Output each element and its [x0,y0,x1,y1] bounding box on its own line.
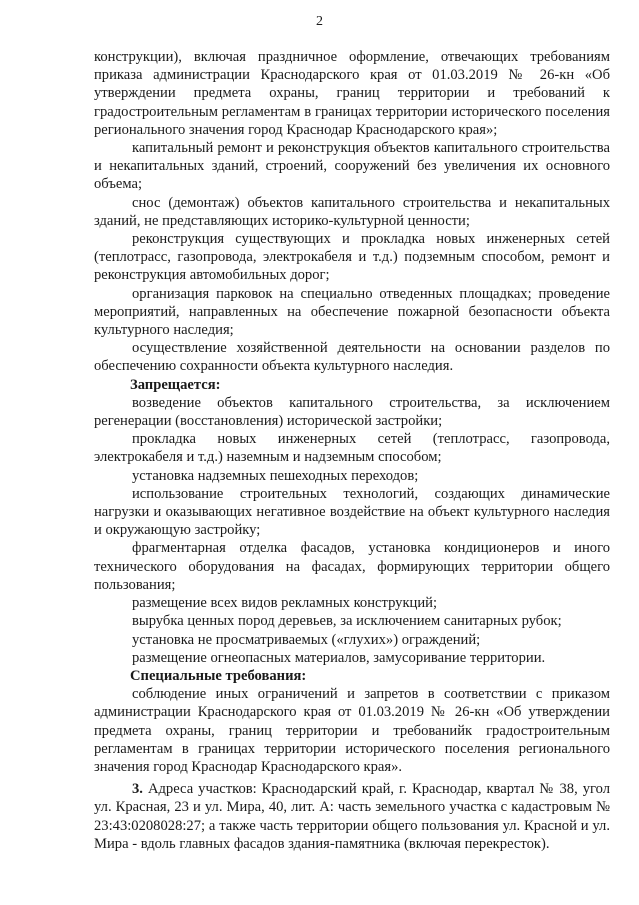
document-body [94,48,610,853]
paragraph-item: снос (демонтаж) объектов капитального строительства и некапитальных зданий, не представляющих историко-культурной ценности; [94,194,610,229]
special-requirements-text: соблюдение иных ограничений и запретов в соответствии с приказом администрации Краснодарского края от 01.03.2019 № 26-кн «Об утверждении предмета охраны, границ территории и требованийк градостроительным регламентам в границах территории исторического поселения регионального значения город Краснодар Краснодарского края». [94,686,610,775]
point-3-paragraph [94,780,610,853]
prohibited-item: прокладка новых инженерных сетей (теплотрасс, газопровода, электрокабеля и т.д.) наземным и надземным способом; [94,431,610,466]
prohibited-item: использование строительных технологий, создающих динамические нагрузки и оказывающих негативное воздействие на объект культурного наследия и окружающую застройку; [94,485,610,539]
point-3-text: Адреса участков: Краснодарский край, г. Краснодар, квартал № 38, угол ул. Красная, 23 и ул. Мира, 40, лит. А: часть земельного участка с кадастровым № 23:43:0208028:27; а также часть территории общего пользования ул. Красной и ул. Мира - вдоль главных фасадов здания-памятника (включая перекресток). [94,781,610,852]
prohibited-item: размещение всех видов рекламных конструкций; [132,595,438,612]
paragraph-item: осуществление хозяйственной деятельности на основании разделов по обеспечению сохранности объекта культурного наследия. [94,340,610,375]
prohibited-item: установка надземных пешеходных переходов; [132,467,419,484]
paragraph-item: капитальный ремонт и реконструкция объектов капитального строительства и некапитальных зданий, строений, сооружений без увеличения их основного объема; [94,140,610,193]
paragraph-item: реконструкция существующих и прокладка новых инженерных сетей (теплотрасс, газопровода, электрокабеля и т.д.) подземным способом, ремонт и реконструкция автомобильных дорог; [94,231,610,284]
prohibited-item: установка не просматриваемых («глухих») ограждений; [132,631,481,648]
special-requirements-heading: Специальные требования: [130,667,307,684]
prohibited-item: фрагментарная отделка фасадов, установка кондиционеров и иного технического оборудования на фасадах, формирующих территории общего пользования; [94,540,610,593]
paragraph-item: организация парковок на специально отведенных площадках; проведение мероприятий, направленных на обеспечение пожарной безопасности объекта культурного наследия; [94,285,610,339]
prohibited-item: вырубка ценных пород деревьев, за исключением санитарных рубок; [132,613,562,630]
page-number: 2 [316,14,323,29]
prohibited-heading: Запрещается: [130,376,221,393]
prohibited-item: возведение объектов капитального строительства, за исключением регенерации (восстановления) исторической застройки; [94,394,610,430]
prohibited-item: размещение огнеопасных материалов, замусоривание территории. [132,649,546,666]
paragraph-continuation: конструкции), включая праздничное оформление, отвечающих требованиям приказа администрации Краснодарского края от 01.03.2019 № 26-кн «Об утверждении предмета охраны, границ территории и требований к градостроительным регламентам в границах территории исторического поселения регионального значения город Краснодар Краснодарского края»; [94,49,610,138]
point-3-number: 3. [132,781,143,798]
